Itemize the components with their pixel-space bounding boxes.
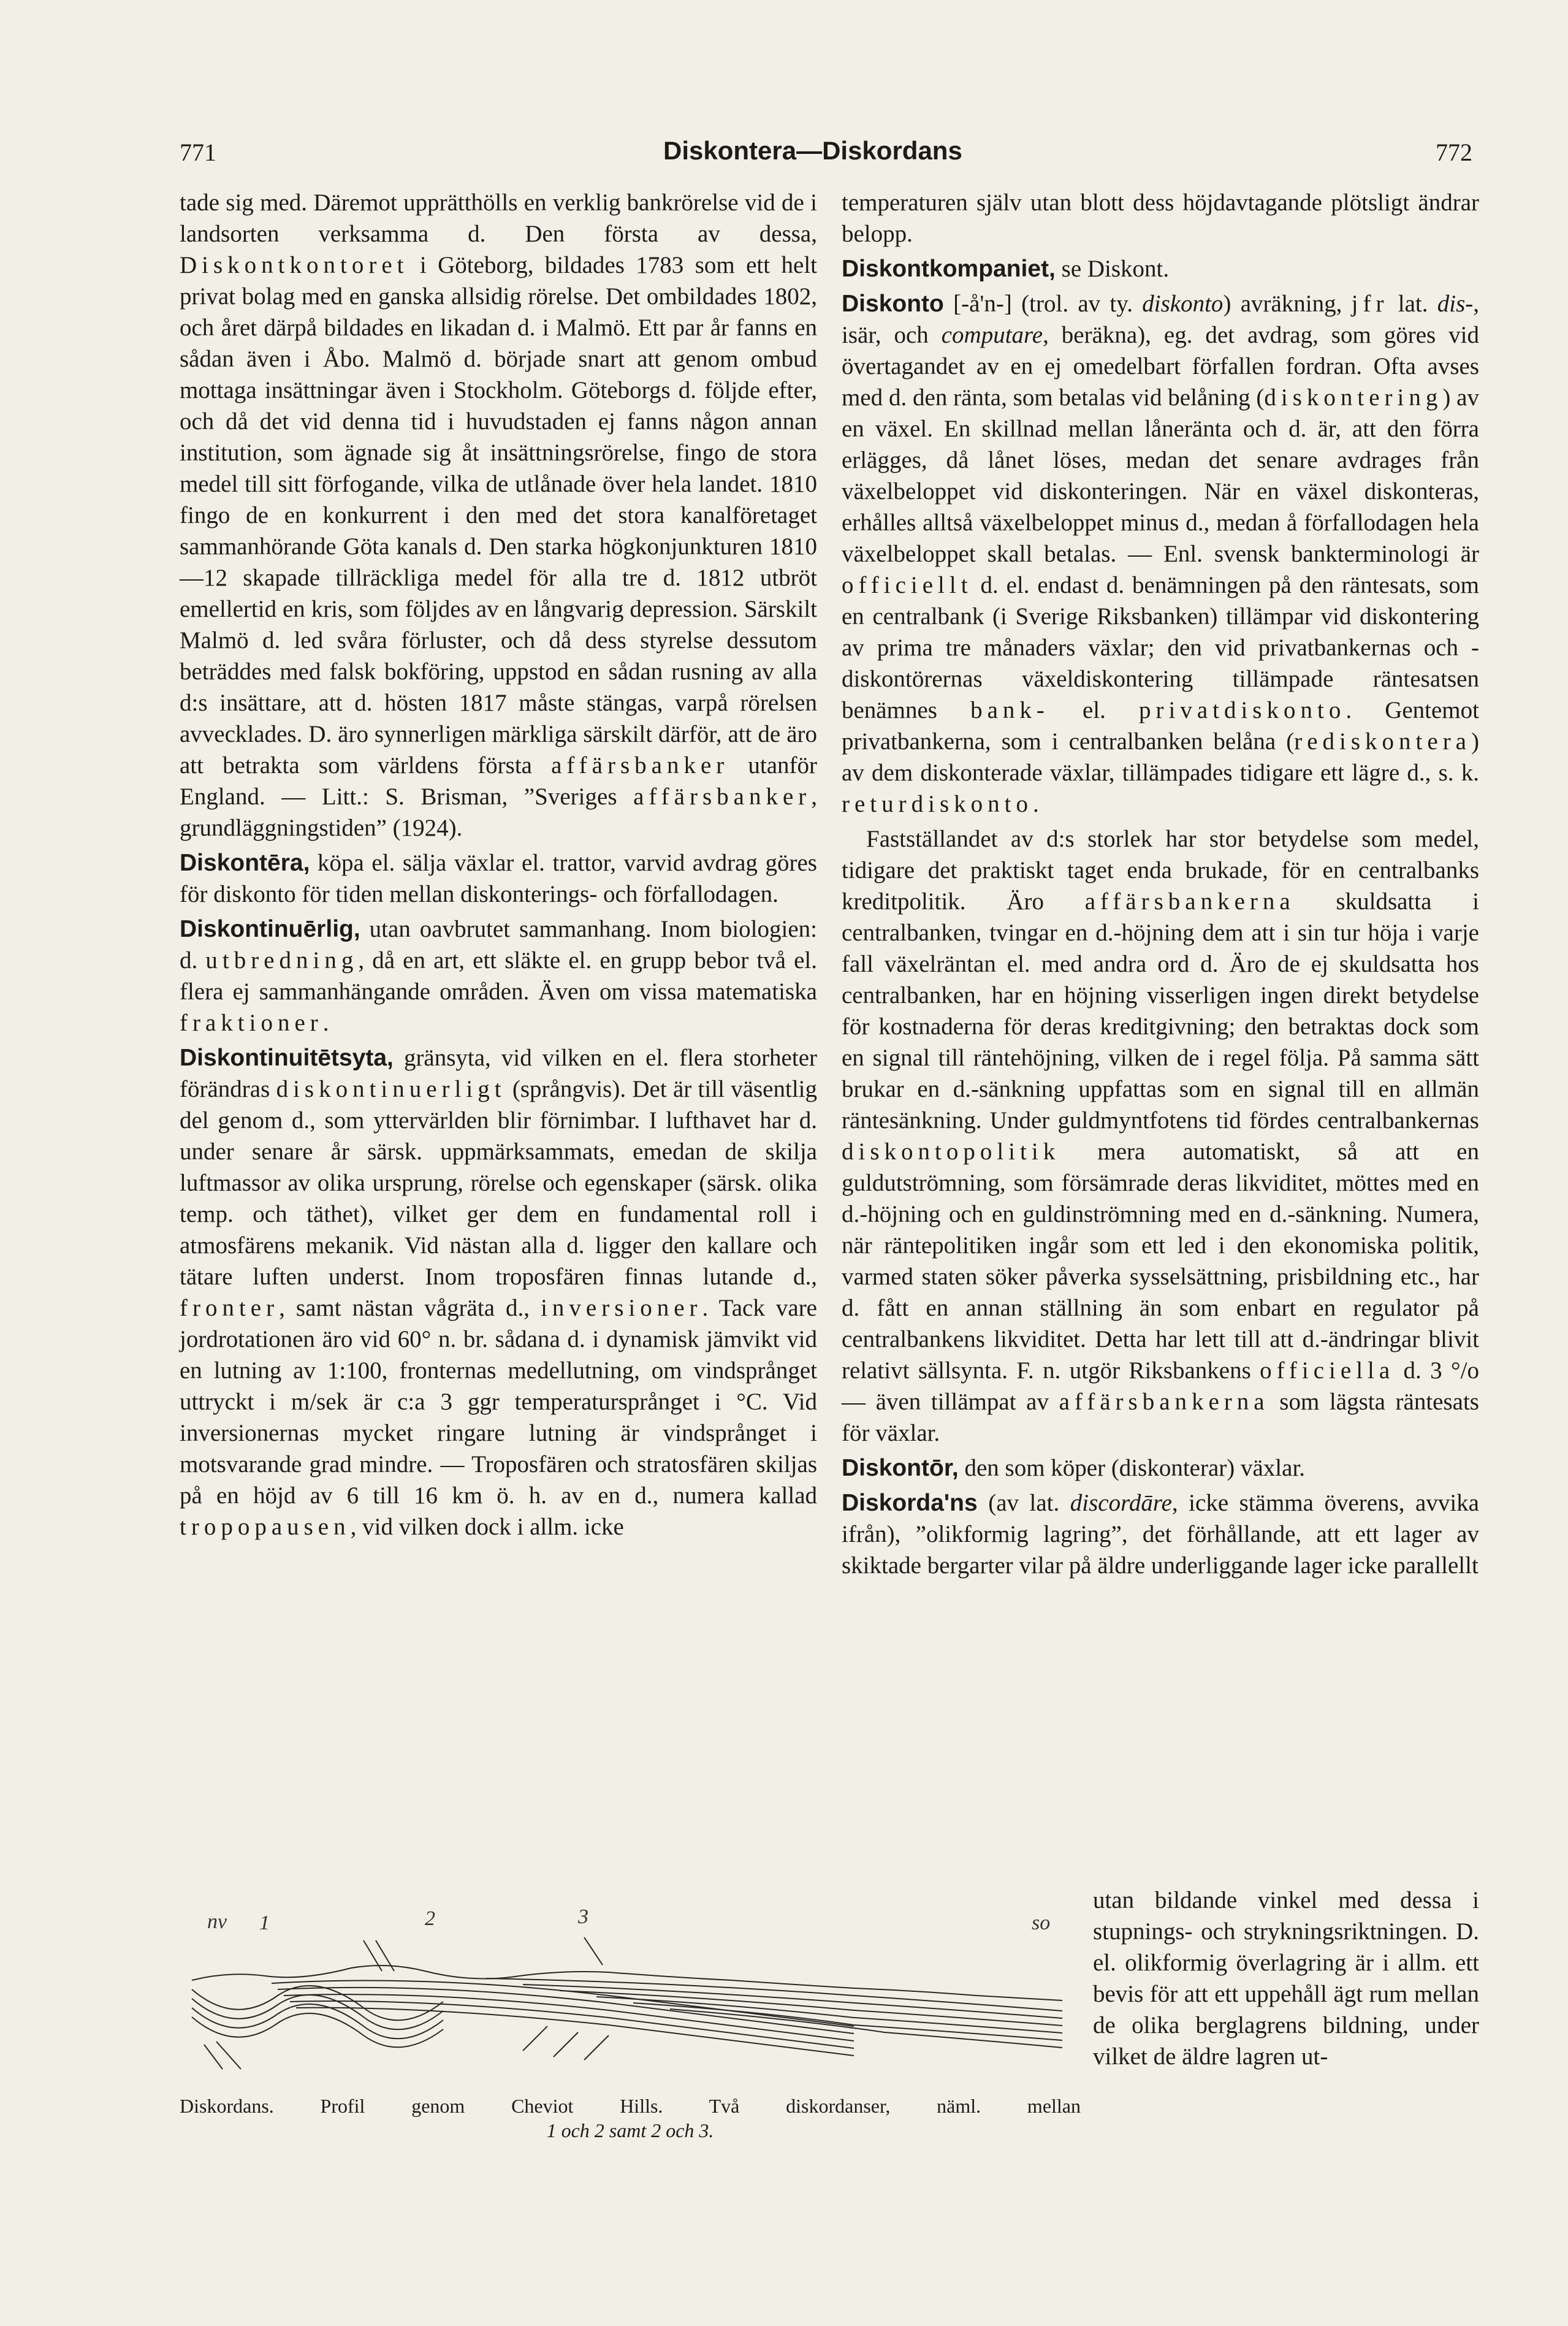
entry-diskordans: Diskorda'ns (av lat. discordāre, icke stämma överens, avvika ifrån), ”olikformig lagring”, det förhållande, att ett lager av skiktade bergarter vilar på äldre underliggande lager icke parallellt bbox=[842, 1490, 1479, 1579]
page-number-left: 771 bbox=[180, 139, 216, 166]
entry-diskontinuerlig: Diskontinuērlig, utan oavbrutet sammanhang. Inom biologien: d. utbredning, då en art, ett släkte el. en grupp bebor två el. flera ej sammanhängande områden. Även om vissa matematiska fraktioner. bbox=[180, 916, 818, 1036]
paragraph-continued: temperaturen själv utan blott dess höjdavtagande plötsligt ändrar belopp. bbox=[842, 189, 1479, 247]
figure-label-nv: nv bbox=[207, 1910, 227, 1933]
cheviot-hills-profile-figure bbox=[180, 1904, 1081, 2081]
headword: Diskontinuitētsyta, bbox=[180, 1045, 394, 1071]
entry-diskontera: Diskontēra, köpa el. sälja växlar el. trattor, varvid avdrag göres för diskonto för tiden mellan diskonterings- och förfallodagen. bbox=[180, 850, 817, 907]
headword: Diskonto bbox=[842, 291, 944, 317]
paragraph-kreditpolitik: Fastställandet av d:s storlek har stor betydelse som medel, tidigare det praktiskt taget enda brukade, för en centralbanks kreditpolitik. Äro affärsbankerna skuldsatta i centralbanken, tvingar en d.-höjning dem att i sin tur höja i varje fall växelräntan el. med andra ord d. Äro de ej skuldsatta hos centralbanken, har en höjning visserligen ingen direkt betydelse för kostnaderna för deras kreditgivning; den betraktas dock som en signal till räntehöjning, vilken de i regel följa. På samma sätt brukar en d.-sänkning uppfattas som en signal till en allmän räntesänkning. Under guldmyntfotens tid fördes centralbankernas diskontopolitik mera automatiskt, så att en guldutströmning, som försämrade deras likviditet, möttes med en d.-höjning och en guldinströmning med en d.-sänkning. Numera, när räntepolitiken ingår som ett led i den ekonomiska politik, varmed staten söker påverka sysselsättning, prisbildning etc., har d. fått en annan ställning än som enbart en regulator på centralbankens likviditet. Detta har lett till att d.-ändringar blivit relativt sällsynta. F. n. utgör Riksbankens officiella d. 3 °/o — även tillämpat av affärsbankerna som lägsta räntesats för växlar. bbox=[842, 826, 1479, 1446]
headword: Diskontinuērlig, bbox=[180, 916, 360, 942]
entry-diskonto: Diskonto [-å'n-] (trol. av ty. diskonto) avräkning, jfr lat. dis-, isär, och computare, beräkna), eg. det avdrag, som göres vid övertagandet av en ej omedelbart förfallen fordran. Ofta avses med d. den ränta, som betalas vid belåning (diskontering) av en växel. En skillnad mellan låneränta och d. är, att den förra erlägges, då lånet löses, medan det senare avdrages från växelbeloppet vid diskonteringen. När en växel diskonteras, erhålles alltså växelbeloppet minus d., medan å förfallodagen hela växelbeloppet skall betalas. — Enl. svensk bankterminologi är officiellt d. el. endast d. benämningen på den räntesats, som en centralbank (i Sverige Riksbanken) tillämpar vid diskontering av prima tre månaders växlar; den vid privatbankernas och -diskontörernas växeldiskontering tillämpade räntesatsen benämnes bank- el. privatdiskonto. Gentemot privatbankerna, som i centralbanken belåna (rediskontera) av dem diskonterade växlar, tillämpades tidigare ett lägre d., s. k. returdiskonto. bbox=[842, 291, 1480, 817]
headword: Diskontkompaniet, bbox=[842, 256, 1056, 282]
headword: Diskontēra, bbox=[180, 850, 310, 876]
left-column bbox=[180, 187, 817, 1546]
page-title: Diskontera—Diskordans bbox=[663, 136, 962, 165]
figure-caption-line2: 1 och 2 samt 2 och 3. bbox=[546, 2119, 714, 2141]
figure-caption-line1: Diskordans. Profil genom Cheviot Hills. Två diskordanser, näml. mellan bbox=[180, 2095, 1081, 2117]
entry-diskontinuitetsyta: Diskontinuitētsyta, gränsyta, vid vilken en el. flera storheter förändras diskontinuerligt (språngvis). Det är till väsentlig del genom d., som yttervärlden blir förnimbar. I lufthavet har d. under senare år särsk. uppmärksammats, emedan de skilja luftmassor av olika ursprung, rörelse och egenskaper (särsk. olika temp. och täthet), vilket ger dem en fundamental roll i atmosfärens mekanik. Vid nästan alla d. ligger den kallare och tätare luften underst. Inom troposfären finnas lutande d., fronter, samt nästan vågräta d., inversioner. Tack vare jordrotationen äro vid 60° n. br. sådana d. i dynamisk jämvikt vid en lutning av 1:100, fronternas medellutning, om vindsprånget uttryckt i m/sek är c:a 3 ggr temperatursprånget i °C. Vid inversionernas mycket ringare lutning är vindsprånget i motsvarande grad mindre. — Troposfären och stratosfären skiljas på en höjd av 6 till 16 km ö. h. av en d., numera kallad tropopausen, vid vilken dock i allm. icke bbox=[180, 1045, 817, 1540]
headword: Diskontōr, bbox=[842, 1455, 959, 1481]
figure-label-so: so bbox=[1032, 1912, 1051, 1934]
figure-label-1: 1 bbox=[259, 1912, 270, 1934]
entry-diskontkompaniet: Diskontkompaniet, se Diskont. bbox=[842, 256, 1170, 282]
paragraph-diskontkontor: tade sig med. Däremot upprätthölls en verklig bankrörelse vid de i landsorten verksamma d. Den första av dessa, Diskontkontoret i Göteborg, bildades 1783 som ett helt privat bolag med en ganska allsidig rörelse. Det ombildades 1802, och året därpå bildades en likadan d. i Malmö. Ett par år fanns en sådan även i Åbo. Malmö d. började snart att genom ombud mottaga insättningar även i Stockholm. Göteborgs d. följde efter, och då det vid denna tid i huvudstaden ej fanns någon annan institution, som ägnade sig åt insättningsrörelse, fingo de stora medel till sitt förfogande, vilka de utlånade över hela landet. 1810 fingo de en konkurrent i den med det stora kanalföretaget sammanhörande Göta kanals d. Den starka högkonjunkturen 1810—12 skapade tillräckliga medel för alla tre d. 1812 utbröt emellertid en kris, som följdes av en långvarig depression. Särskilt Malmö d. led svåra förluster, och då dess styrelse dessutom beträddes med falsk bokföring, uppstod en sådan rusning av alla d:s insättare, att d. hösten 1817 måste stängas, varpå rörelsen avvecklades. D. äro synnerligen märkliga särskilt därför, att de äro att betrakta som världens första affärsbanker utanför England. — Litt.: S. Brisman, ”Sveriges affärsbanker, grundläggningstiden” (1924). bbox=[180, 189, 818, 841]
right-column bbox=[842, 187, 1479, 1585]
figure-label-3: 3 bbox=[578, 1905, 588, 1928]
entry-diskontor: Diskontōr, den som köper (diskonterar) växlar. bbox=[842, 1455, 1306, 1481]
figure-label-2: 2 bbox=[425, 1907, 435, 1930]
headword: Diskorda'ns bbox=[842, 1490, 978, 1516]
diskordans-wrap-text: utan bildande vinkel med dessa i stupnings- och strykningsriktningen. D. el. olikformig överlagring är i allm. ett bevis för att ett uppehåll ägt rum mellan de olika berglagrens bildning, under vilket de äldre lagren ut- bbox=[1093, 1887, 1479, 2070]
page-number-right: 772 bbox=[1436, 139, 1472, 166]
